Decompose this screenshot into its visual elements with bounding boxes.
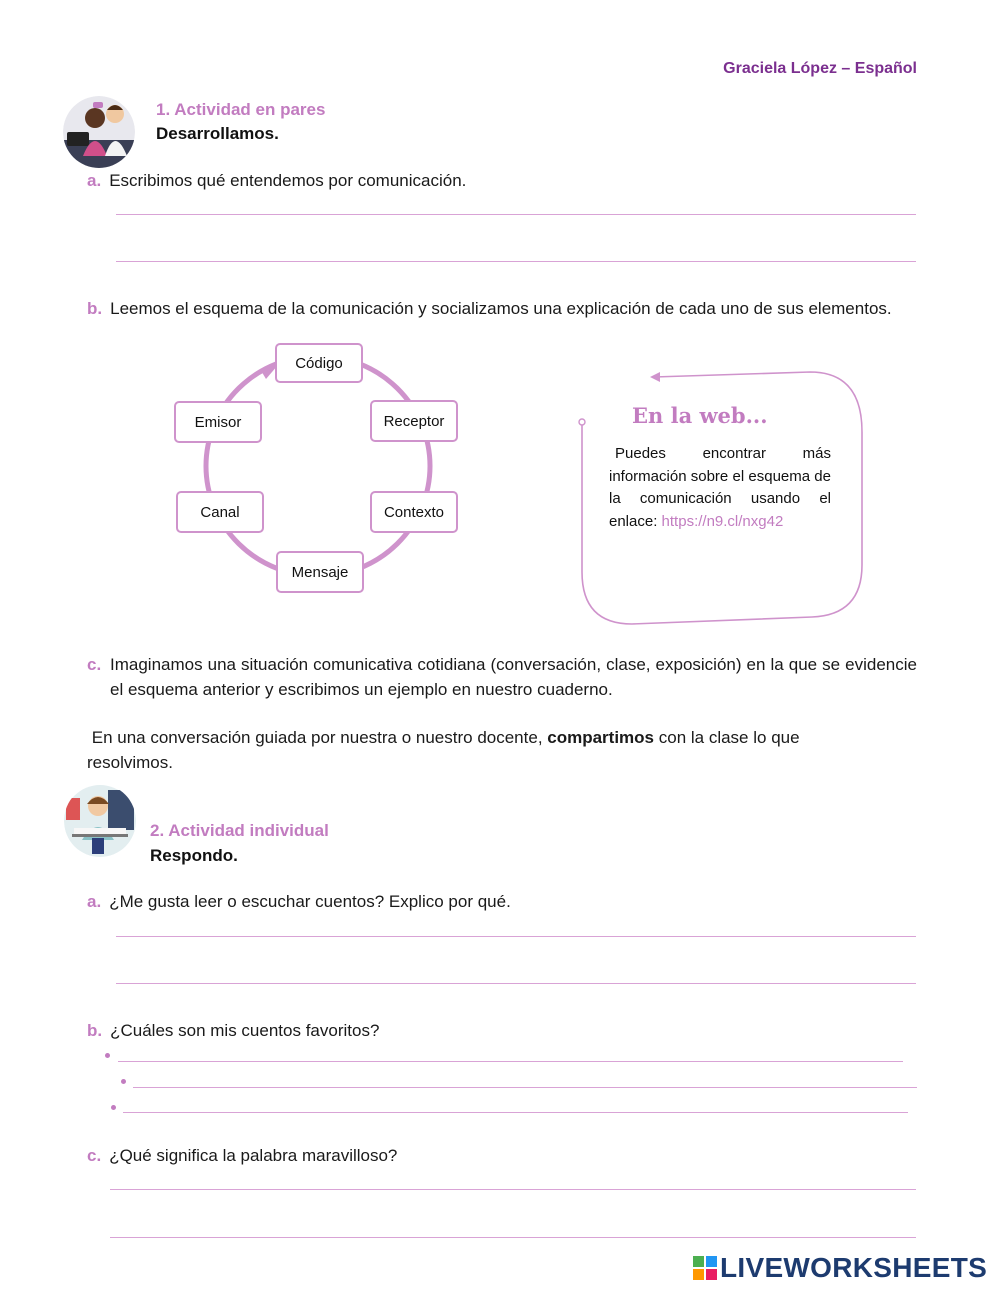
question-text: ¿Cuáles son mis cuentos favoritos? <box>110 1021 380 1040</box>
question-letter: a. <box>87 892 102 911</box>
answer-line-2c-2[interactable] <box>110 1237 916 1238</box>
share-text-bold: compartimos <box>547 728 655 747</box>
bullet-icon <box>105 1053 110 1058</box>
question-text: Leemos el esquema de la comunicación y socializamos una explicación de cada uno de sus elementos. <box>110 299 892 318</box>
node-mensaje: Mensaje <box>276 551 364 593</box>
answer-line-2a-2[interactable] <box>116 983 916 984</box>
liveworksheets-logo-icon <box>693 1256 717 1280</box>
answer-line-2b-2[interactable] <box>133 1087 917 1088</box>
question-text: ¿Qué significa la palabra maravilloso? <box>109 1146 398 1165</box>
answer-line-2a-1[interactable] <box>116 936 916 937</box>
web-box-title: En la web... <box>632 403 768 428</box>
question-letter: a. <box>87 171 102 190</box>
answer-line-2c-1[interactable] <box>110 1189 916 1190</box>
question-2a <box>87 892 511 912</box>
students-avatar-icon <box>63 96 135 168</box>
node-contexto: Contexto <box>370 491 458 533</box>
answer-line-1a-2[interactable] <box>116 261 916 262</box>
node-codigo: Código <box>275 343 363 383</box>
share-text-before: En una conversación guiada por nuestra o nuestro docente, <box>91 728 548 747</box>
author-header: Graciela López – Español <box>723 60 917 77</box>
share-paragraph <box>87 725 847 775</box>
web-box-body: Puedes encontrar más información sobre el esquema de la comunicación usando el enlace: <box>609 445 831 530</box>
question-1b <box>87 299 892 319</box>
question-2c <box>87 1146 397 1166</box>
answer-line-1a-1[interactable] <box>116 214 916 215</box>
bullet-icon <box>121 1079 126 1084</box>
student-reading-avatar-icon <box>64 784 136 858</box>
liveworksheets-logo <box>693 1252 987 1284</box>
question-letter: c. <box>87 1146 102 1165</box>
node-emisor: Emisor <box>174 401 262 443</box>
question-text: Imaginamos una situación comunicativa cotidiana (conversación, clase, exposición) en la que se evidencie el esquema anterior y escribimos un ejemplo en nuestro cuaderno. <box>110 655 917 699</box>
activity1-subtitle: Desarrollamos. <box>156 124 279 143</box>
activity1-title: 1. Actividad en pares <box>156 100 326 119</box>
question-letter: b. <box>87 1021 103 1040</box>
answer-line-2b-1[interactable] <box>118 1061 903 1062</box>
question-letter: b. <box>87 299 103 318</box>
question-text: Escribimos qué entendemos por comunicación. <box>109 171 467 190</box>
share-text-after: con la clase lo que resolvimos. <box>87 728 800 772</box>
activity2-title: 2. Actividad individual <box>150 821 329 840</box>
answer-line-2b-3[interactable] <box>123 1112 908 1113</box>
cycle-ring <box>206 356 430 576</box>
logo-text: LIVEWORKSHEETS <box>720 1252 988 1283</box>
web-box-text <box>609 443 831 533</box>
question-letter: c. <box>87 655 102 674</box>
question-1a <box>87 171 466 191</box>
question-text: ¿Me gusta leer o escuchar cuentos? Explico por qué. <box>109 892 511 911</box>
question-2b <box>87 1021 379 1041</box>
bullet-icon <box>111 1105 116 1110</box>
web-link[interactable]: https://n9.cl/nxg42 <box>661 512 784 530</box>
node-receptor: Receptor <box>370 400 458 442</box>
question-1c <box>87 652 917 702</box>
activity2-subtitle: Respondo. <box>150 846 238 865</box>
node-canal: Canal <box>176 491 264 533</box>
